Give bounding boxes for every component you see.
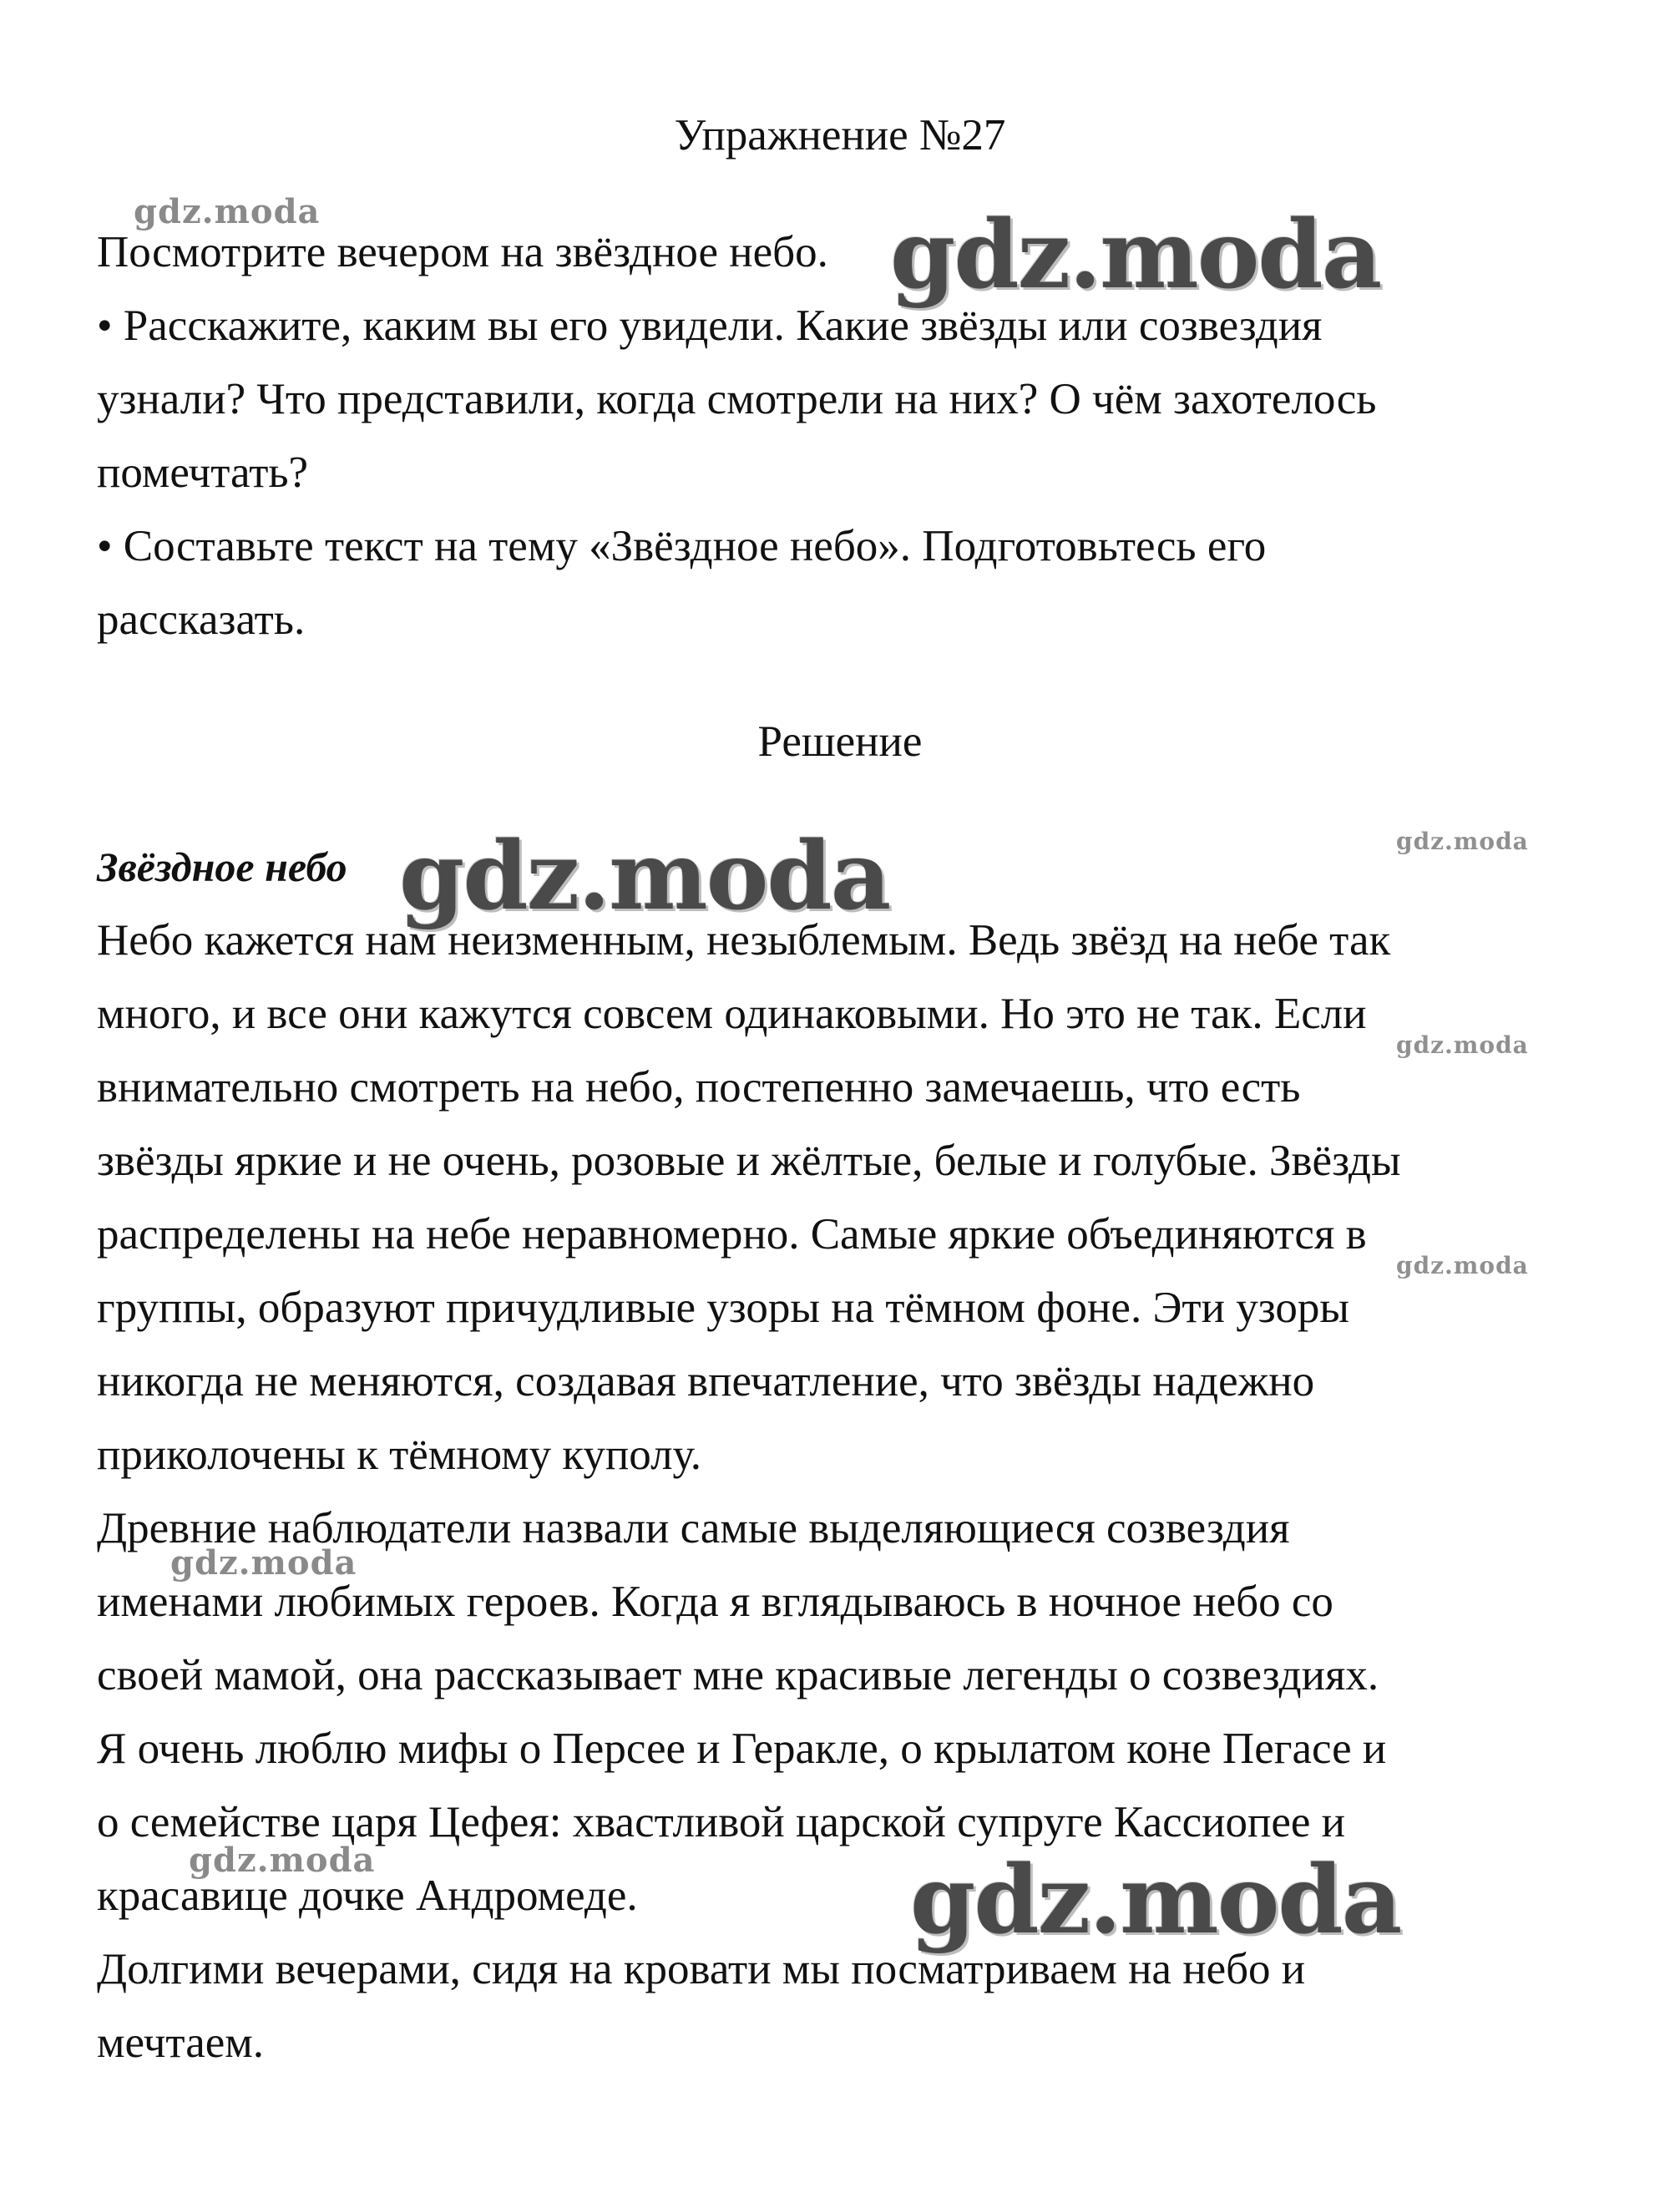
essay-paragraph: Древние наблюдатели назвали самые выделяющиеся созвездия именами любимых героев. Когда я вглядываюсь в ночное небо со своей мамой, она рассказывает мне красивые легенды о созвездиях. Я очень люблю мифы о Персее и Геракле, о крылатом коне Пегасе и о семействе царя Цефея: хвастливой царской супруге Кассиопее и красавице дочке Андромеде. [97, 1504, 1387, 1920]
task-text [97, 215, 1600, 656]
essay-text [97, 904, 1600, 2079]
exercise-title: Упражнение №27 [674, 111, 1006, 160]
essay-paragraph: Небо кажется нам неизменным, незыблемым. Ведь звёзд на небе так много, и все они кажутся совсем одинаковыми. Но это не так. Если внимательно смотреть на небо, постепенно замечаешь, что есть звёзды яркие и не очень, розовые и жёлтые, белые и голубые. Звёзды распределены на небе неравномерно. Самые яркие объединяются в группы, образуют причудливые узоры на тёмном фоне. Эти узоры никогда не меняются, создавая впечатление, что звёзды надежно приколочены к тёмному куполу. [97, 916, 1401, 1479]
solution-heading: Решение [757, 717, 923, 766]
watermark: gdz.moda [910, 1846, 1401, 1955]
watermark: gdz.moda [890, 200, 1381, 310]
watermark: gdz.moda [189, 1841, 376, 1880]
watermark: gdz.moda [399, 822, 890, 931]
watermark: gdz.moda [1396, 828, 1529, 855]
task-line: • Расскажите, каким вы его увидели. Какие звёзды или созвездия узнали? Что представили, когда смотрели на них? О чём захотелось помечтать? [97, 301, 1377, 497]
task-line: • Составьте текст на тему «Звёздное небо». Подготовьтесь его рассказать. [97, 522, 1267, 644]
watermark: gdz.moda [1396, 1031, 1529, 1059]
watermark: gdz.moda [134, 192, 321, 231]
essay-paragraph: Долгими вечерами, сидя на кровати мы посматриваем на небо и мечтаем. [97, 1945, 1306, 2067]
watermark: gdz.moda [170, 1543, 357, 1583]
watermark: gdz.moda [1396, 1252, 1529, 1279]
task-line: Посмотрите вечером на звёздное небо. [97, 228, 828, 276]
essay-title: Звёздное небо [97, 843, 347, 890]
